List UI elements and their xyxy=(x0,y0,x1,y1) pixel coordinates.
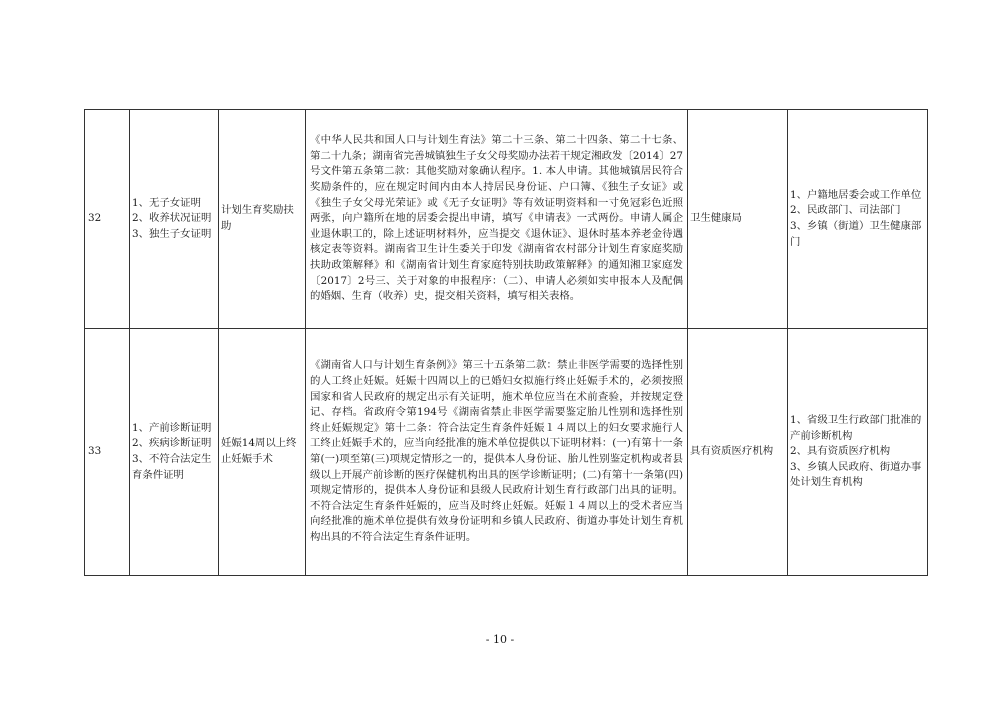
row-number: 32 xyxy=(85,110,130,329)
legal-basis: 《中华人民共和国人口与计划生育法》第二十三条、第二十四条、第二十七条、第二十九条；湖南省完善城镇独生子女父母奖励办法若干规定湘政发〔2014〕27号文件第五条第二款：其他奖励对象确认程序。1. 本人申请。其他城镇居民符合奖励条件的，应在规定时间内由本人持居民身份证、户口簿、《独生子女证》或《独生子女父母光荣证》或《无子女证明》等有效证明资料和一寸免冠彩色近照两张，向户籍所在地的居委会提出申请，填写《申请表》一式两份。申请人属企业退休职工的，除上述证明材料外，应当提交《退休证》、退休时基本养老金待遇核定表等资料。湖南省卫生计生委关于印发《湖南省农村部分计划生育家庭奖励扶助政策解释》和《湖南省计划生育家庭特别扶助政策解释》的通知湘卫家庭发〔2017〕2号三、关于对象的申报程序：（二）、申请人必须如实申报本人及配偶的婚姻、生育（收养）史，提交相关资料，填写相关表格。 xyxy=(306,110,688,329)
required-materials xyxy=(130,329,219,576)
organ-item: 1、户籍地居委会或工作单位 xyxy=(790,188,922,201)
organ-item: 2、民政部门、司法部门 xyxy=(790,204,901,217)
issuing-department: 卫生健康局 xyxy=(688,110,788,329)
table-row xyxy=(85,110,928,329)
material-item: 3、不符合法定生育条件证明 xyxy=(132,453,212,481)
issuing-department: 具有资质医疗机构 xyxy=(688,329,788,576)
organ-item: 3、乡镇（街道）卫生健康部门 xyxy=(790,220,922,248)
row-number: 33 xyxy=(85,329,130,576)
organ-item: 1、省级卫生行政部门批准的产前诊断机构 xyxy=(790,414,922,442)
organ-item: 2、具有资质医疗机构 xyxy=(790,445,891,458)
material-item: 1、产前诊断证明 xyxy=(132,421,212,434)
page-number: - 10 - xyxy=(485,633,515,646)
material-item: 3、独生子女证明 xyxy=(132,227,212,240)
material-item: 1、无子女证明 xyxy=(132,196,201,209)
service-item: 妊娠14周以上终止妊娠手术 xyxy=(219,329,306,576)
certifying-organs xyxy=(788,110,928,329)
material-item: 2、疾病诊断证明 xyxy=(132,437,212,450)
certificate-table xyxy=(84,109,928,576)
service-item: 计划生育奖励扶助 xyxy=(219,110,306,329)
organ-item: 3、乡镇人民政府、街道办事处计划生育机构 xyxy=(790,460,922,489)
required-materials xyxy=(130,110,219,329)
table-row xyxy=(85,329,928,576)
legal-basis: 《湖南省人口与计划生育条例》》第三十五条第二款：禁止非医学需要的选择性别的人工终止妊娠。妊娠十四周以上的已婚妇女拟施行终止妊娠手术的，必须按照国家和省人民政府的规定出示有关证明，施术单位应当在术前查验，并按规定登记、存档。省政府令第194号《湖南省禁止非医学需要鉴定胎儿性别和选择性别终止妊娠规定》第十二条：符合法定生育条件妊娠１４周以上的妇女要求施行人工终止妊娠手术的，应当向经批准的施术单位提供以下证明材料：(一)有第十一条第(一)项至第(三)项规定情形之一的，提供本人身份证、胎儿性别鉴定机构或者县级以上开展产前诊断的医疗保健机构出具的医学诊断证明；(二)有第十一条第(四)项规定情形的，提供本人身份证和县级人民政府计划生育行政部门出具的证明。不符合法定生育条件妊娠的，应当及时终止妊娠。妊娠１４周以上的受术者应当向经批准的施术单位提供有效身份证明和乡镇人民政府、街道办事处计划生育机构出具的不符合法定生育条件证明。 xyxy=(306,329,688,576)
material-item: 2、收养状况证明 xyxy=(132,212,212,225)
certifying-organs xyxy=(788,329,928,576)
